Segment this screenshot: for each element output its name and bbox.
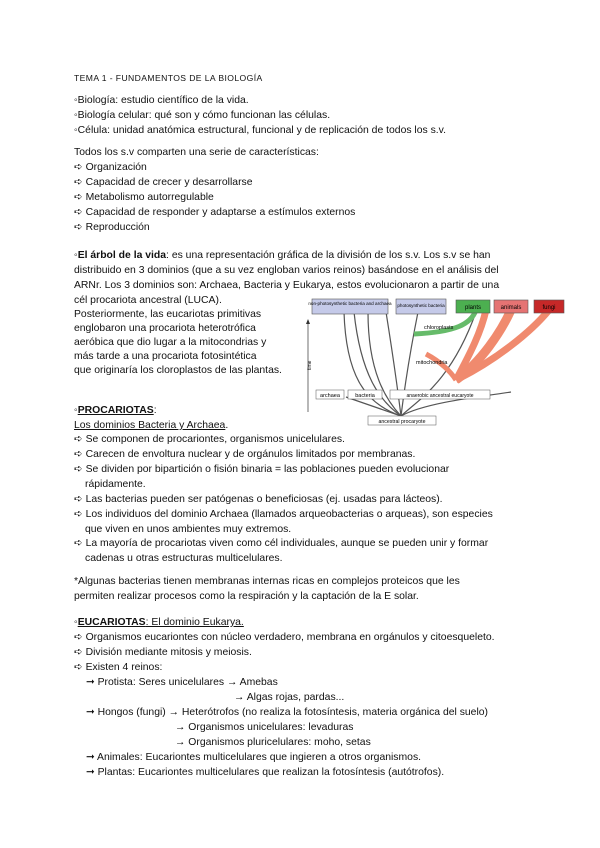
prok-item: ➪ Carecen de envoltura nuclear y de orgánulos limitados por membranas. xyxy=(74,449,416,460)
euk-kingdom: ➞ Hongos (fungi) → Heterótrofos (no realiza la fotosíntesis, materia orgánica del suelo) xyxy=(86,707,489,718)
label-plants: plants xyxy=(464,305,482,311)
tree-line: ARNr. Los 3 dominios son: Archaea, Bacteria y Eukarya, estos evolucionaron a partir de una xyxy=(74,280,500,291)
definition-biologia: ◦Biología: estudio científico de la vida. xyxy=(74,95,249,106)
prok-subheading: Los dominios Bacteria y Archaea xyxy=(74,420,226,431)
definition-celula: ◦Célula: unidad anatómica estructural, funcional y de replicación de todos los s.v. xyxy=(74,125,446,136)
tree-line: : es una representación gráfica de la división de los s.v. Los s.v se han xyxy=(166,250,491,261)
euk-kingdom: ➞ Plantas: Eucariontes multicelulares que realizan la fotosíntesis (autótrofos). xyxy=(86,767,445,778)
label-chloroplasts: chloroplasts xyxy=(424,325,454,331)
label-animals: animals xyxy=(500,305,522,311)
prok-heading: PROCARIOTAS xyxy=(77,405,154,416)
euk-kingdom: ➞ Animales: Eucariontes multicelulares que ingieren a otros organismos. xyxy=(86,752,422,763)
tree-of-life-figure xyxy=(306,292,570,428)
label-anaerobic: anaerobic ancestral eucaryote xyxy=(406,393,474,399)
prok-item: ➪ Los individuos del dominio Archaea (llamados arqueobacterias o arqueas), son especies xyxy=(74,509,493,520)
euk-kingdom: ➞ Protista: Seres unicelulares → Amebas xyxy=(86,677,278,688)
common-item: ➪ Capacidad de crecer y desarrollarse xyxy=(74,177,253,188)
label-ancestor: ancestral procaryote xyxy=(378,419,426,425)
tree-line: cél procariota ancestral (LUCA). xyxy=(74,295,222,306)
prok-item-cont: que viven en unos ambientes muy extremos. xyxy=(85,524,292,535)
euk-item: ➪ División mediante mitosis y meiosis. xyxy=(74,647,252,658)
definition-biologia-celular: ◦Biología celular: qué son y cómo funcionan las células. xyxy=(74,110,331,121)
tree-paragraph-line xyxy=(74,249,490,262)
page-title: TEMA 1 - FUNDAMENTOS DE LA BIOLOGÍA xyxy=(74,73,263,83)
prok-item-cont: cadenas u otras estructuras multicelulares. xyxy=(85,553,283,564)
common-item: ➪ Capacidad de responder y adaptarse a estímulos externos xyxy=(74,207,356,218)
common-item: ➪ Organización xyxy=(74,162,147,173)
tree-marker: ◦ xyxy=(74,250,78,261)
label-archaea: archaea xyxy=(320,393,340,399)
common-item: ➪ Reproducción xyxy=(74,222,150,233)
label-nonphoto: non-photosynthetic bacteria and archaea xyxy=(308,301,392,306)
prok-colon: : xyxy=(153,405,157,416)
tree-line: distribuido en 3 dominios (que a su vez engloban varios reinos) basándose en el análisis del xyxy=(74,265,499,276)
prok-item: ➪ Se componen de procariontes, organismos unicelulares. xyxy=(74,434,345,445)
label-bacteria: bacteria xyxy=(355,393,375,399)
euk-heading: EUCARIOTAS xyxy=(77,617,146,628)
tree-line: que originaría los cloroplastos de las plantas. xyxy=(74,365,282,376)
euk-item: ➪ Organismos eucariontes con núcleo verdadero, membrana en orgánulos y citoesqueleto. xyxy=(74,632,495,643)
prok-note-line: *Algunas bacterias tienen membranas internas ricas en complejos proteicos que les xyxy=(74,576,460,587)
label-mitochondria: mitochondria xyxy=(416,360,448,366)
prok-item: ➪ Se dividen por bipartición o fisión binaria = las poblaciones pueden evolucionar xyxy=(74,464,450,475)
mito-join xyxy=(426,354,456,380)
time-axis-arrow xyxy=(306,319,310,324)
prok-heading-line xyxy=(74,404,157,417)
euk-heading-rest: : El dominio Eukarya. xyxy=(145,617,244,628)
label-photo: photosynthetic bacteria xyxy=(397,303,445,308)
label-time: time xyxy=(307,360,313,370)
prok-item: ➪ Las bacterias pueden ser patógenas o beneficiosas (ej. usadas para lácteos). xyxy=(74,494,443,505)
euk-kingdom-sub: → Organismos pluricelulares: moho, setas xyxy=(175,737,371,748)
tree-line: más tarde a una procariota fotosintética xyxy=(74,351,257,362)
tree-line: Posteriormente, las eucariotas primitivas xyxy=(74,309,262,320)
prok-subheading-line xyxy=(74,419,228,432)
tree-heading: El árbol de la vida xyxy=(77,250,167,261)
label-fungi: fungi xyxy=(542,305,556,311)
tree-line: englobaron una procariota heterotrófica xyxy=(74,323,256,334)
euk-kingdom-sub: → Organismos unicelulares: levaduras xyxy=(175,722,354,733)
prok-item-cont: rápidamente. xyxy=(85,479,146,490)
euk-kingdom-sub: → Algas rojas, pardas... xyxy=(234,692,345,703)
prok-sub-end: . xyxy=(225,420,229,431)
common-item: ➪ Metabolismo autorregulable xyxy=(74,192,214,203)
euk-heading-line xyxy=(74,616,244,629)
prok-note-line: permiten realizar procesos como la respiración y la captación de la E solar. xyxy=(74,591,419,602)
prok-marker: ◦ xyxy=(74,405,78,416)
euk-marker: ◦ xyxy=(74,617,78,628)
euk-item: ➪ Existen 4 reinos: xyxy=(74,662,163,673)
common-intro: Todos los s.v comparten una serie de características: xyxy=(74,147,319,158)
tree-line: aeróbica que dio lugar a la mitocondrias y xyxy=(74,337,267,348)
prok-item: ➪ La mayoría de procariotas viven como cél individuales, aunque se pueden unir y formar xyxy=(74,538,489,549)
